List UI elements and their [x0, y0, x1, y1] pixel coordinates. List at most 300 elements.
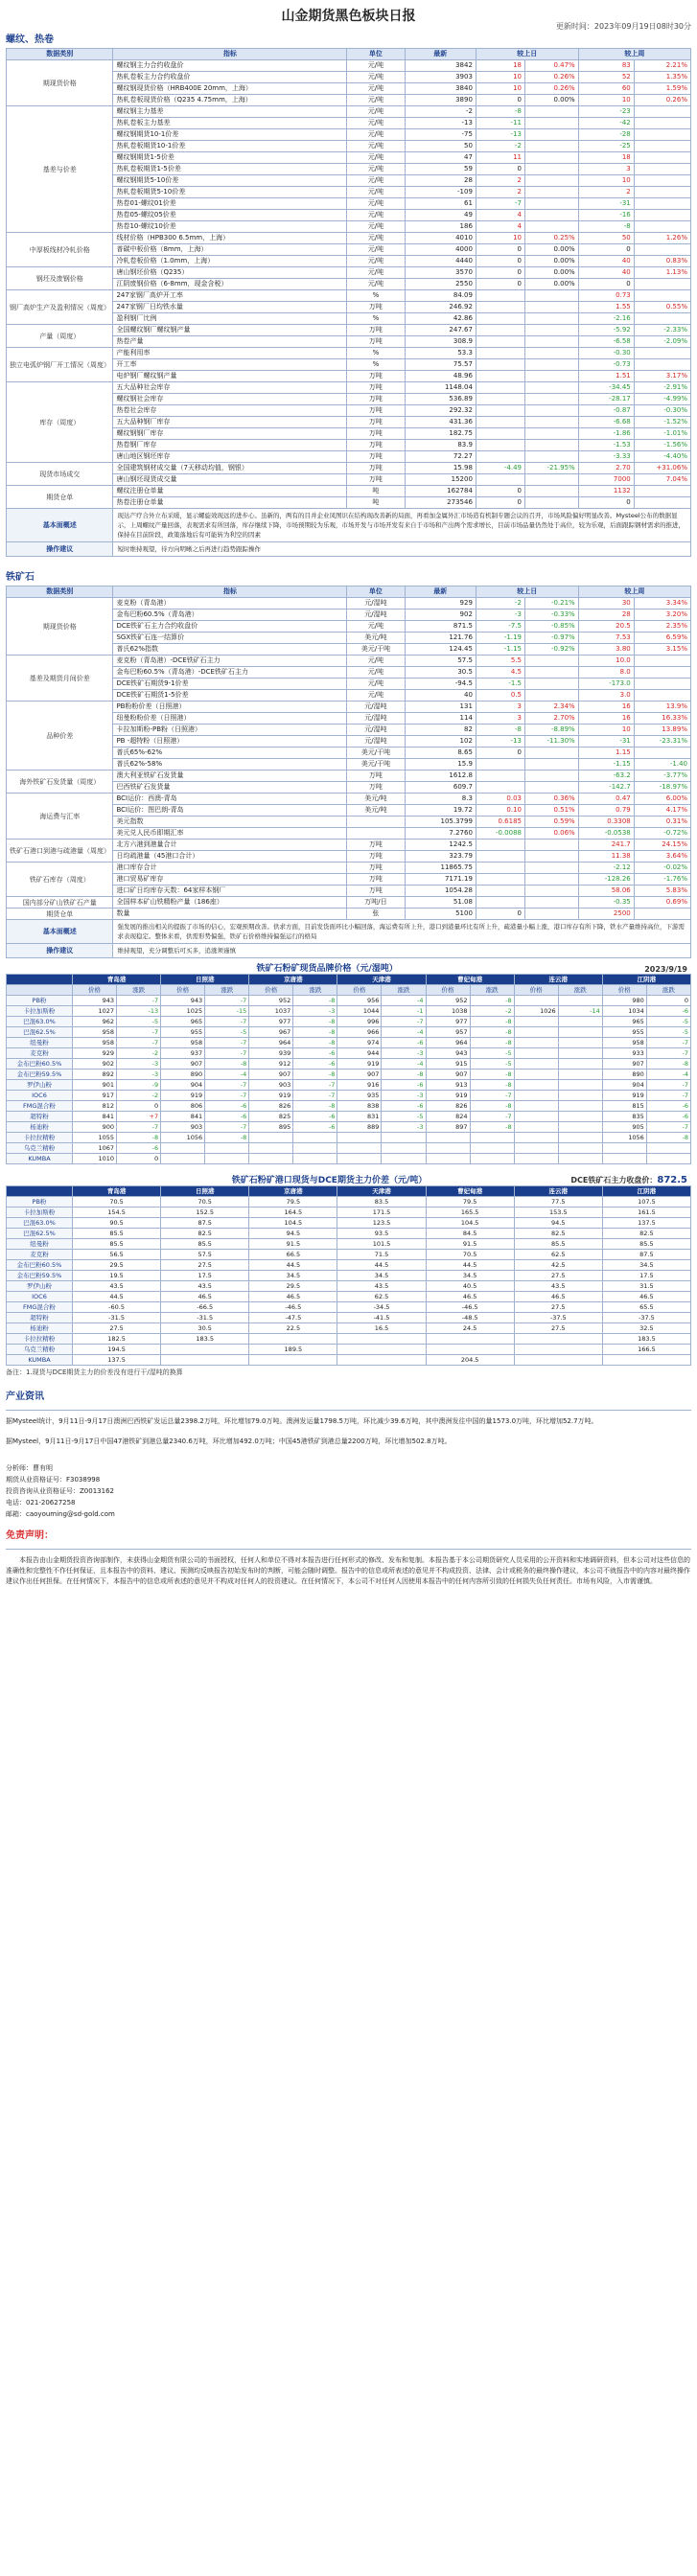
indicator-cell: 数量: [113, 908, 347, 920]
price-change-cell: [470, 1133, 514, 1143]
category-cell: 产量（周度）: [7, 325, 113, 348]
price-cell: 958: [161, 1038, 205, 1048]
latest-cell: 15.9: [405, 759, 476, 770]
unit-cell: 元/吨: [347, 72, 405, 83]
unit-cell: 元/吨: [347, 106, 405, 118]
ore-name: 超特粉: [7, 1313, 73, 1323]
category-cell: 海运费与汇率: [7, 794, 113, 840]
price-cell: 838: [337, 1101, 382, 1112]
unit-cell: 元/吨: [347, 118, 405, 129]
basis-cell: [426, 1345, 514, 1355]
week-change-cell: 0.79: [578, 805, 634, 816]
unit-cell: 吨: [347, 486, 405, 497]
week-change-cell: 2.70: [578, 463, 634, 474]
basis-cell: 79.5: [426, 1197, 514, 1208]
day-change-cell: [476, 359, 524, 371]
table-row: [7, 770, 691, 782]
matrix-row: [7, 1239, 691, 1250]
indicator-cell: 全国样本矿山铁精粉产量（186座）: [113, 897, 347, 908]
basis-cell: -66.5: [161, 1302, 249, 1313]
basis-cell: 166.5: [602, 1345, 690, 1355]
week-change-cell: -2.16: [578, 313, 634, 325]
ore-name: 卡拉加斯粉: [7, 1006, 73, 1017]
latest-cell: 47: [405, 152, 476, 164]
col-header: 数据类别: [7, 49, 113, 60]
week-change-pct-cell: [634, 141, 690, 152]
port-header: 青岛港: [73, 1186, 161, 1197]
price-change-cell: -8: [293, 1101, 337, 1112]
basis-cell: 161.5: [602, 1208, 690, 1218]
latest-cell: 292.32: [405, 405, 476, 417]
sub-header: 涨跌: [646, 985, 690, 996]
category-cell: 铁矿石库存（周度）: [7, 862, 113, 897]
day-change-pct-cell: 0.00%: [524, 279, 578, 290]
day-change-pct-cell: [524, 290, 578, 302]
price-change-cell: -5: [382, 1112, 426, 1122]
note-row: [7, 920, 691, 944]
week-change-cell: 8.0: [578, 667, 634, 678]
indicator-cell: 唐山钢坯价格（Q235）: [113, 267, 347, 279]
unit-cell: 万吨: [347, 874, 405, 886]
day-change-pct-cell: [524, 118, 578, 129]
analyst-email[interactable]: 邮箱：caoyouming@sd-gold.com: [6, 1510, 115, 1518]
latest-cell: -2: [405, 106, 476, 118]
unit-cell: 万吨: [347, 428, 405, 440]
day-change-cell: [476, 428, 524, 440]
col-header: 较上周: [578, 586, 690, 598]
week-change-pct-cell: 13.89%: [634, 724, 690, 736]
latest-cell: 40: [405, 690, 476, 702]
day-change-cell: [476, 474, 524, 486]
latest-cell: 1612.8: [405, 770, 476, 782]
week-change-cell: -0.0538: [578, 828, 634, 840]
latest-cell: 3890: [405, 95, 476, 106]
price-cell: 907: [426, 1070, 470, 1080]
price-cell: 1037: [249, 1006, 293, 1017]
latest-cell: 124.45: [405, 644, 476, 656]
week-change-cell: 11.38: [578, 851, 634, 862]
price-cell: 919: [426, 1091, 470, 1101]
day-change-cell: 10: [476, 72, 524, 83]
price-change-cell: -6: [382, 1038, 426, 1048]
price-change-cell: [293, 1133, 337, 1143]
unit-cell: 元/吨: [347, 141, 405, 152]
price-cell: 1055: [73, 1133, 117, 1143]
sub-header: 涨跌: [470, 985, 514, 996]
price-change-cell: -2: [117, 1048, 161, 1059]
matrix-row: [7, 1133, 691, 1143]
category-cell: 基差及期货月间价差: [7, 656, 113, 702]
day-change-pct-cell: 2.34%: [524, 702, 578, 713]
latest-cell: -94.5: [405, 678, 476, 690]
basis-cell: -37.5: [514, 1313, 602, 1323]
day-change-pct-cell: [524, 474, 578, 486]
price-change-cell: -8: [205, 1059, 249, 1070]
price-change-cell: -7: [205, 1122, 249, 1133]
table-row: [7, 463, 691, 474]
unit-cell: 万吨: [347, 770, 405, 782]
matrix-row: [7, 1218, 691, 1229]
price-cell: 974: [337, 1038, 382, 1048]
price-change-cell: [293, 1154, 337, 1164]
day-change-pct-cell: [524, 359, 578, 371]
basis-cell: 22.5: [249, 1323, 337, 1334]
basis-cell: 165.5: [426, 1208, 514, 1218]
week-change-cell: -1.53: [578, 440, 634, 451]
indicator-cell: 热轧卷板期货10-1价差: [113, 141, 347, 152]
price-change-cell: [382, 1143, 426, 1154]
category-cell: 国内部分矿山铁矿石产量: [7, 897, 113, 908]
latest-cell: 308.9: [405, 336, 476, 348]
week-change-cell: 7.53: [578, 632, 634, 644]
table-row: [7, 60, 691, 72]
basis-cell: 27.5: [514, 1302, 602, 1313]
price-change-cell: -8: [646, 1059, 690, 1070]
basis-cell: 32.5: [602, 1323, 690, 1334]
matrix-row: [7, 1260, 691, 1271]
basis-cell: 87.5: [161, 1218, 249, 1229]
week-change-cell: 10: [578, 175, 634, 187]
basis-cell: 153.5: [514, 1208, 602, 1218]
price-cell: [514, 1154, 558, 1164]
matrix-row: [7, 1070, 691, 1080]
price-change-cell: -14: [558, 1006, 602, 1017]
port-header: 江阴港: [602, 975, 690, 985]
latest-cell: 50: [405, 141, 476, 152]
latest-cell: 247.67: [405, 325, 476, 336]
basis-cell: 43.5: [514, 1281, 602, 1292]
price-cell: [514, 1080, 558, 1091]
basis-cell: 46.5: [249, 1292, 337, 1302]
unit-cell: 万吨: [347, 417, 405, 428]
price-cell: [337, 1133, 382, 1143]
price-cell: 812: [73, 1101, 117, 1112]
unit-cell: 万吨: [347, 782, 405, 794]
price-change-cell: -8: [470, 1080, 514, 1091]
price-cell: 919: [249, 1091, 293, 1101]
day-change-cell: 0: [476, 279, 524, 290]
day-change-cell: 0: [476, 908, 524, 920]
day-change-cell: [476, 759, 524, 770]
price-cell: [514, 1143, 558, 1154]
price-cell: 935: [337, 1091, 382, 1101]
basis-cell: 46.5: [426, 1292, 514, 1302]
week-change-pct-cell: [634, 198, 690, 210]
price-change-cell: 0: [117, 1154, 161, 1164]
week-change-cell: 3: [578, 164, 634, 175]
latest-cell: 1242.5: [405, 840, 476, 851]
basis-cell: -41.5: [337, 1313, 426, 1323]
unit-cell: [347, 828, 405, 840]
price-cell: 907: [161, 1059, 205, 1070]
week-change-pct-cell: 16.33%: [634, 713, 690, 724]
week-change-pct-cell: [634, 497, 690, 509]
day-change-cell: 0: [476, 497, 524, 509]
price-cell: 897: [426, 1122, 470, 1133]
day-change-cell: [476, 874, 524, 886]
week-change-cell: -0.30: [578, 348, 634, 359]
basis-cell: 82.5: [514, 1229, 602, 1239]
day-change-cell: -7.5: [476, 621, 524, 632]
indicator-cell: 唐山地区钢坯库存: [113, 451, 347, 463]
price-cell: [602, 1143, 646, 1154]
week-change-pct-cell: -4.99%: [634, 394, 690, 405]
week-change-cell: 241.7: [578, 840, 634, 851]
port-header: 天津港: [337, 975, 426, 985]
week-change-pct-cell: 24.15%: [634, 840, 690, 851]
latest-cell: 323.79: [405, 851, 476, 862]
latest-cell: 102: [405, 736, 476, 748]
table-row: [7, 382, 691, 394]
col-header: 较上日: [476, 586, 578, 598]
price-change-cell: [558, 1080, 602, 1091]
day-change-cell: -4.49: [476, 463, 524, 474]
unit-cell: 元/吨: [347, 152, 405, 164]
latest-cell: 57.5: [405, 656, 476, 667]
day-change-pct-cell: -0.92%: [524, 644, 578, 656]
day-change-cell: -13: [476, 129, 524, 141]
basis-cell: 85.5: [161, 1239, 249, 1250]
indicator-cell: 北方六港到港量合计: [113, 840, 347, 851]
day-change-cell: 0: [476, 748, 524, 759]
day-change-pct-cell: [524, 428, 578, 440]
day-change-pct-cell: 0.25%: [524, 233, 578, 244]
basis-cell: 79.5: [249, 1197, 337, 1208]
basis-cell: 84.5: [426, 1229, 514, 1239]
price-cell: [426, 1133, 470, 1143]
price-change-cell: -6: [382, 1080, 426, 1091]
price-cell: 901: [73, 1080, 117, 1091]
matrix-row: [7, 1302, 691, 1313]
indicator-cell: 热轧卷板期货1-5价差: [113, 164, 347, 175]
price-change-cell: [558, 1101, 602, 1112]
price-cell: 943: [161, 996, 205, 1006]
day-change-pct-cell: -0.97%: [524, 632, 578, 644]
indicator-cell: 螺纹钢期货1-5价差: [113, 152, 347, 164]
basis-matrix-title: 铁矿石粉矿港口现货与DCE期货主力价差（元/吨）: [231, 1176, 428, 1185]
basis-cell: 204.5: [426, 1355, 514, 1366]
port-header: 曹妃甸港: [426, 1186, 514, 1197]
day-change-pct-cell: [524, 348, 578, 359]
indicator-cell: 螺纹钢钢厂库存: [113, 428, 347, 440]
col-header: 数据类别: [7, 586, 113, 598]
price-cell: 965: [161, 1017, 205, 1027]
spot-price-matrix: [6, 974, 691, 1164]
day-change-cell: 0.03: [476, 794, 524, 805]
indicator-cell: 热卷10-螺纹10价差: [113, 221, 347, 233]
basis-cell: -46.5: [249, 1302, 337, 1313]
unit-cell: 元/湿吨: [347, 736, 405, 748]
price-cell: [514, 1091, 558, 1101]
matrix-row: [7, 1006, 691, 1017]
price-change-cell: -8: [293, 1038, 337, 1048]
day-change-cell: -3: [476, 610, 524, 621]
price-cell: 965: [602, 1017, 646, 1027]
matrix-row: [7, 1122, 691, 1133]
price-change-cell: -3: [382, 1048, 426, 1059]
price-cell: 952: [426, 996, 470, 1006]
unit-cell: 万吨: [347, 336, 405, 348]
indicator-cell: 热卷05-螺纹05价差: [113, 210, 347, 221]
basis-cell: 93.5: [337, 1229, 426, 1239]
unit-cell: 元/吨: [347, 175, 405, 187]
basis-cell: 85.5: [73, 1229, 161, 1239]
week-change-pct-cell: [634, 175, 690, 187]
day-change-cell: -1.15: [476, 644, 524, 656]
basis-cell: -48.5: [426, 1313, 514, 1323]
week-change-cell: 0.73: [578, 290, 634, 302]
week-change-pct-cell: -2.33%: [634, 325, 690, 336]
day-change-cell: 4: [476, 210, 524, 221]
indicator-cell: 冷轧卷板价格（1.0mm，上海）: [113, 256, 347, 267]
price-change-cell: 0: [646, 996, 690, 1006]
price-cell: 977: [249, 1017, 293, 1027]
day-change-pct-cell: 0.00%: [524, 267, 578, 279]
unit-cell: 美元/干吨: [347, 759, 405, 770]
futures-license: 期货从业资格证号：F3038998: [6, 1476, 101, 1484]
day-change-pct-cell: [524, 451, 578, 463]
week-change-cell: -2.12: [578, 862, 634, 874]
category-cell: 现货市场成交: [7, 463, 113, 486]
week-change-pct-cell: 1.59%: [634, 83, 690, 95]
week-change-cell: -0.87: [578, 405, 634, 417]
week-change-cell: 1.51: [578, 371, 634, 382]
basis-cell: 189.5: [249, 1345, 337, 1355]
basis-cell: [337, 1355, 426, 1366]
price-cell: 919: [161, 1091, 205, 1101]
unit-cell: 元/吨: [347, 678, 405, 690]
price-change-cell: -8: [293, 1070, 337, 1080]
ore-name: KUMBA: [7, 1154, 73, 1164]
day-change-cell: 18: [476, 60, 524, 72]
week-change-cell: 0.3308: [578, 816, 634, 828]
unit-cell: 万吨/日: [347, 897, 405, 908]
indicator-cell: 热卷社会库存: [113, 405, 347, 417]
col-header: 指标: [113, 49, 347, 60]
week-change-cell: -6.58: [578, 336, 634, 348]
price-cell: 939: [249, 1048, 293, 1059]
sub-header: 涨跌: [558, 985, 602, 996]
matrix-row: [7, 1154, 691, 1164]
price-change-cell: -15: [205, 1006, 249, 1017]
unit-cell: 万吨: [347, 840, 405, 851]
basis-cell: 27.5: [514, 1271, 602, 1281]
latest-cell: 3840: [405, 83, 476, 95]
indicator-cell: 螺纹钢主力基差: [113, 106, 347, 118]
price-cell: [602, 1154, 646, 1164]
price-change-cell: -7: [382, 1017, 426, 1027]
basis-cell: 104.5: [249, 1218, 337, 1229]
day-change-pct-cell: -8.89%: [524, 724, 578, 736]
week-change-pct-cell: -18.97%: [634, 782, 690, 794]
unit-cell: 万吨: [347, 405, 405, 417]
basis-cell: 164.5: [249, 1208, 337, 1218]
indicator-cell: SGX铁矿石连一结算价: [113, 632, 347, 644]
day-change-pct-cell: [524, 302, 578, 313]
basis-cell: -46.5: [426, 1302, 514, 1313]
indicator-cell: 产能利用率: [113, 348, 347, 359]
day-change-cell: [476, 405, 524, 417]
iron-notes: [7, 920, 691, 958]
week-change-cell: 20.5: [578, 621, 634, 632]
price-change-cell: -3: [382, 1122, 426, 1133]
latest-cell: 5100: [405, 908, 476, 920]
price-change-cell: -6: [646, 1112, 690, 1122]
note-row: [7, 509, 691, 542]
unit-cell: 元/吨: [347, 233, 405, 244]
sub-header: 价格: [602, 985, 646, 996]
col-header: 单位: [347, 49, 405, 60]
price-change-cell: -7: [646, 1038, 690, 1048]
price-change-cell: -7: [646, 1122, 690, 1133]
week-change-cell: -25: [578, 141, 634, 152]
day-change-pct-cell: 0.00%: [524, 244, 578, 256]
day-change-pct-cell: 0.36%: [524, 794, 578, 805]
port-header: 日照港: [161, 1186, 249, 1197]
week-change-pct-cell: [634, 187, 690, 198]
price-change-cell: [293, 1143, 337, 1154]
price-change-cell: -8: [470, 1122, 514, 1133]
table-row: [7, 908, 691, 920]
unit-cell: 元/吨: [347, 187, 405, 198]
port-header: 日照港: [161, 975, 249, 985]
price-cell: 933: [602, 1048, 646, 1059]
basis-cell: -34.5: [337, 1302, 426, 1313]
latest-cell: 162784: [405, 486, 476, 497]
price-cell: 824: [426, 1112, 470, 1122]
basis-cell: 31.5: [602, 1281, 690, 1292]
price-change-cell: -4: [205, 1070, 249, 1080]
sub-header: 涨跌: [382, 985, 426, 996]
price-change-cell: -6: [646, 1006, 690, 1017]
week-change-pct-cell: [634, 221, 690, 233]
day-change-pct-cell: [524, 656, 578, 667]
day-change-cell: [476, 348, 524, 359]
price-change-cell: -7: [293, 1091, 337, 1101]
indicator-cell: 美元兑人民币即期汇率: [113, 828, 347, 840]
basis-cell: 17.5: [161, 1271, 249, 1281]
price-cell: [514, 1048, 558, 1059]
day-change-pct-cell: [524, 690, 578, 702]
ore-name: 卡拉拉精粉: [7, 1133, 73, 1143]
basis-cell: 42.5: [514, 1260, 602, 1271]
sub-header: 价格: [426, 985, 470, 996]
week-change-pct-cell: [634, 244, 690, 256]
ore-name: 纽曼粉: [7, 1239, 73, 1250]
week-change-cell: -142.7: [578, 782, 634, 794]
latest-cell: 51.08: [405, 897, 476, 908]
day-change-cell: 3: [476, 702, 524, 713]
price-change-cell: -8: [470, 1027, 514, 1038]
unit-cell: 元/吨: [347, 95, 405, 106]
unit-cell: 元/吨: [347, 621, 405, 632]
day-change-cell: 0.6185: [476, 816, 524, 828]
basis-cell: [514, 1334, 602, 1345]
indicator-cell: BCI运价：西澳-青岛: [113, 794, 347, 805]
latest-cell: 42.86: [405, 313, 476, 325]
price-change-cell: +7: [117, 1112, 161, 1122]
unit-cell: %: [347, 348, 405, 359]
day-change-pct-cell: [524, 187, 578, 198]
day-change-pct-cell: -21.95%: [524, 463, 578, 474]
day-change-pct-cell: -0.21%: [524, 598, 578, 610]
week-change-cell: -128.26: [578, 874, 634, 886]
price-cell: 903: [249, 1080, 293, 1091]
latest-cell: 131: [405, 702, 476, 713]
table-row: [7, 598, 691, 610]
week-change-pct-cell: -2.91%: [634, 382, 690, 394]
latest-cell: 871.5: [405, 621, 476, 632]
